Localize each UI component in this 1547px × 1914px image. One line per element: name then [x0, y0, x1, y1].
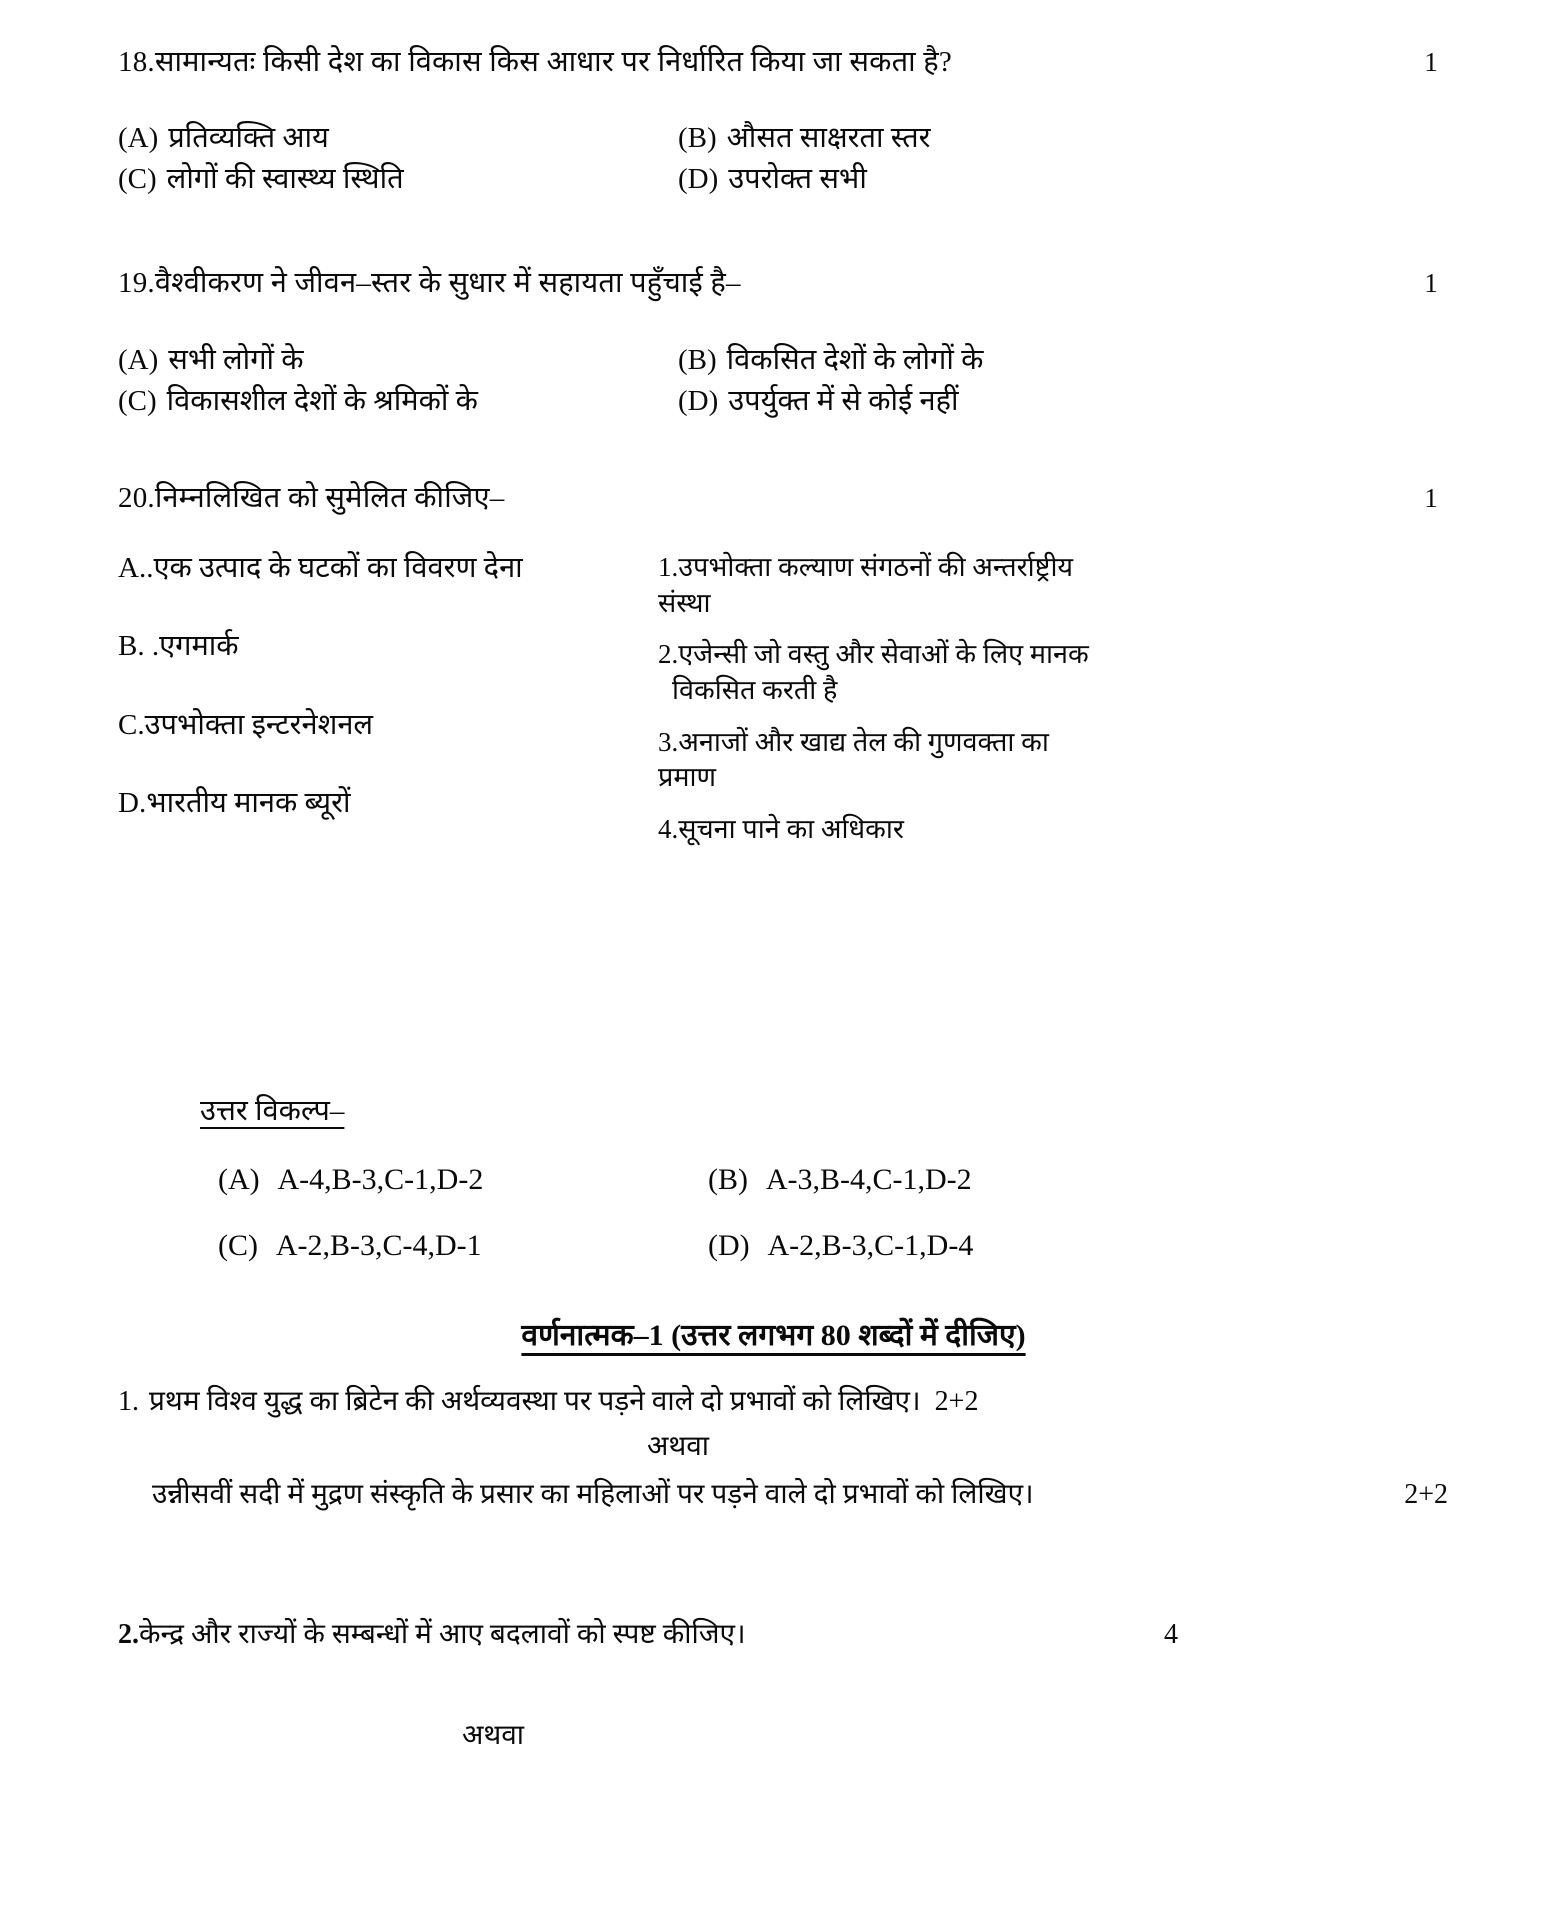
- option-18-c[interactable]: [118, 159, 678, 200]
- option-18-d-key: (D): [678, 163, 719, 196]
- question-19-stem-text: 19.वैश्वीकरण ने जीवन–स्तर के सुधार में सहायता पहुँचाई है–: [118, 267, 741, 299]
- answer-option-c-key: (C): [218, 1229, 258, 1262]
- answer-option-a-key: (A): [218, 1163, 260, 1196]
- answer-option-b-key: (B): [708, 1163, 748, 1196]
- answer-options-row-1: [218, 1162, 1418, 1198]
- option-19-d[interactable]: [678, 381, 1338, 422]
- match-item-c-key: C.: [118, 708, 145, 741]
- match-option-4[interactable]: [658, 812, 1358, 848]
- matching-left-column: [118, 550, 658, 863]
- match-item-a[interactable]: [118, 550, 658, 586]
- question-20-stem-text: 20.निम्नलिखित को सुमेलित कीजिए–: [118, 482, 505, 514]
- option-19-a-key: (A): [118, 344, 159, 376]
- match-item-a-text: .एक उत्पाद के घटकों का विवरण देना: [146, 552, 523, 584]
- question-19-options-row-1: [118, 340, 1438, 381]
- match-option-1-line2: संस्था: [658, 587, 711, 618]
- option-18-a-label: प्रतिव्यक्ति आय: [168, 122, 329, 154]
- match-item-c-text: उपभोक्ता इन्टरनेशनल: [144, 708, 374, 741]
- answer-option-c-text: A-2,B-3,C-4,D-1: [275, 1229, 482, 1262]
- question-20-marks: 1: [1424, 483, 1438, 513]
- option-19-b-label: विकसित देशों के लोगों के: [726, 344, 984, 376]
- option-19-b[interactable]: [678, 340, 1338, 381]
- question-20-stem-row: [118, 480, 1438, 518]
- question-19: [118, 265, 1438, 303]
- question-18-options: [118, 118, 1438, 200]
- descriptive-question-1-text: प्रथम विश्व युद्ध का ब्रिटेन की अर्थव्यवस्था पर पड़ने वाले दो प्रभावों को लिखिए।: [149, 1386, 921, 1417]
- descriptive-question-1-number: 1.: [118, 1386, 139, 1417]
- question-18-options-row-1: [118, 118, 1438, 159]
- answer-options-list: [218, 1162, 1418, 1294]
- answer-option-d-key: (D): [708, 1229, 750, 1262]
- match-option-3-key: 3.: [658, 726, 679, 757]
- descriptive-question-2-marks: 4: [1164, 1619, 1178, 1650]
- answer-options-row-2: [218, 1228, 1418, 1264]
- descriptive-question-2-line: [118, 1615, 1448, 1656]
- option-18-b-label: औसत साक्षरता स्तर: [726, 122, 931, 154]
- descriptive-question-1: [118, 1382, 1448, 1517]
- descriptive-question-2-or: अथवा: [461, 1719, 525, 1751]
- option-18-a-key: (A): [118, 122, 159, 154]
- match-item-c[interactable]: [118, 707, 658, 743]
- match-item-a-key: A.: [118, 552, 147, 584]
- match-item-b[interactable]: [118, 628, 658, 664]
- answer-option-b-text: A-3,B-4,C-1,D-2: [765, 1163, 972, 1196]
- answer-option-c[interactable]: [218, 1228, 708, 1264]
- match-item-d[interactable]: [118, 785, 658, 821]
- match-option-4-line1: सूचना पाने का अधिकार: [678, 813, 904, 844]
- option-18-d[interactable]: [678, 159, 1238, 200]
- descriptive-question-1-marks: 2+2: [934, 1386, 979, 1417]
- match-item-d-key: D.: [118, 786, 147, 819]
- option-18-a[interactable]: [118, 118, 678, 159]
- question-18-options-row-2: [118, 159, 1438, 200]
- question-18-stem-text: 18.सामान्यतः किसी देश का विकास किस आधार पर निर्धारित किया जा सकता है?: [118, 46, 952, 78]
- option-19-c-label: विकासशील देशों के श्रमिकों के: [166, 385, 478, 418]
- match-option-2-key: 2.: [658, 639, 679, 670]
- answer-option-b[interactable]: [708, 1162, 1198, 1198]
- match-item-b-key: B.: [118, 630, 145, 663]
- match-option-1-line1: उपभोक्ता कल्याण संगठनों की अन्तर्राष्ट्रीय: [678, 552, 1074, 582]
- match-option-3[interactable]: [658, 725, 1358, 796]
- matching-right-column: [658, 550, 1358, 863]
- question-19-marks: 1: [1424, 268, 1438, 298]
- option-19-a[interactable]: [118, 340, 678, 381]
- question-19-stem-row: [118, 265, 1438, 303]
- question-19-options: [118, 340, 1438, 422]
- descriptive-question-2-number: 2.: [118, 1619, 139, 1650]
- match-option-3-line1: अनाजों और खाद्य तेल की गुणवक्ता का: [678, 726, 1049, 757]
- question-19-options-row-2: [118, 381, 1438, 422]
- descriptive-question-1-or: अथवा: [646, 1430, 710, 1462]
- match-option-2-line2: विकसित करती है: [672, 674, 838, 705]
- descriptive-question-1-alt-text: उन्नीसवीं सदी में मुद्रण संस्कृति के प्रसार का महिलाओं पर पड़ने वाले दो प्रभावों को लिखिए।: [152, 1479, 1034, 1511]
- answer-option-d[interactable]: [708, 1228, 1198, 1264]
- option-19-d-key: (D): [678, 385, 719, 418]
- option-18-c-key: (C): [118, 163, 157, 196]
- question-18: [118, 44, 1438, 82]
- question-18-marks: 1: [1424, 47, 1438, 77]
- match-option-4-key: 4.: [658, 813, 679, 844]
- match-option-2[interactable]: [658, 637, 1358, 708]
- match-option-2-line1: एजेन्सी जो वस्तु और सेवाओं के लिए मानक: [678, 639, 1089, 670]
- match-option-1[interactable]: [658, 550, 1358, 621]
- match-option-1-key: 1.: [658, 552, 679, 582]
- matching-list: [118, 550, 1448, 863]
- option-18-c-label: लोगों की स्वास्थ्य स्थिति: [166, 163, 404, 196]
- descriptive-question-2: [118, 1615, 1448, 1756]
- option-18-d-label: उपरोक्त सभी: [728, 163, 867, 196]
- descriptive-question-1-line: [118, 1382, 1448, 1423]
- question-18-stem-row: [118, 44, 1438, 82]
- option-19-a-label: सभी लोगों के: [168, 344, 304, 376]
- option-19-c-key: (C): [118, 385, 157, 418]
- match-item-b-text: .एगमार्क: [144, 630, 239, 663]
- question-20: [118, 480, 1438, 518]
- answer-options-heading: उत्तर विकल्प–: [200, 1095, 345, 1127]
- descriptive-question-2-text: केन्द्र और राज्यों के सम्बन्धों में आए बदलावों को स्पष्ट कीजिए।: [139, 1619, 746, 1650]
- option-19-b-key: (B): [678, 344, 717, 376]
- descriptive-section-heading: वर्णनात्मक–1 (उत्तर लगभग 80 शब्दों में दीजिए): [521, 1319, 1026, 1352]
- option-18-b[interactable]: [678, 118, 1238, 159]
- option-19-c[interactable]: [118, 381, 678, 422]
- option-18-b-key: (B): [678, 122, 717, 154]
- answer-option-a-text: A-4,B-3,C-1,D-2: [277, 1163, 484, 1196]
- answer-option-d-text: A-2,B-3,C-1,D-4: [767, 1229, 974, 1262]
- option-19-d-label: उपर्युक्त में से कोई नहीं: [728, 385, 959, 418]
- answer-option-a[interactable]: [218, 1162, 708, 1198]
- descriptive-question-1-alt-marks: 2+2: [1404, 1479, 1448, 1511]
- descriptive-question-1-alt: [118, 1473, 1448, 1516]
- match-item-d-text: भारतीय मानक ब्यूरों: [146, 786, 351, 819]
- match-option-3-line2: प्रमाण: [658, 762, 717, 793]
